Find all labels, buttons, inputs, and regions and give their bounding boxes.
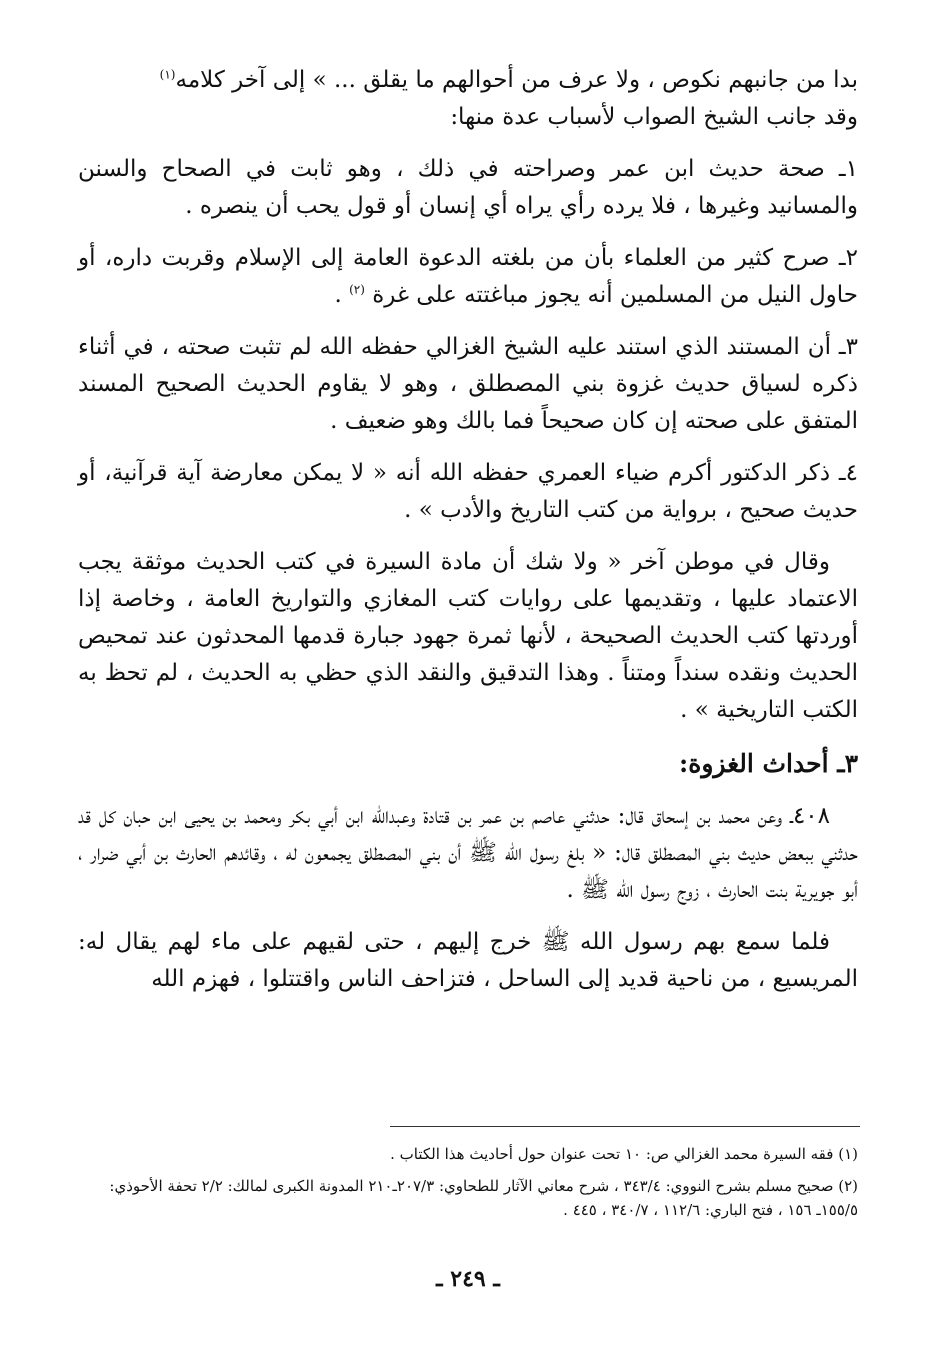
intro-text: بدا من جانبهم نكوص ، ولا عرف من أحوالهم ما يقلق ... » إلى آخر كلامه xyxy=(175,67,858,93)
paragraph-quote xyxy=(78,544,858,729)
paragraph-hadith-408 xyxy=(78,798,858,909)
footnote-2-text: صحيح مسلم بشرح النووي: ٣٤٣/٤ ، شرح معاني الآثار للطحاوي: ٢٠٧/٣ـ٢١٠ المدونة الكبرى لمالك: ٢/٢ تحفة الأحوذي: ١٥٥/٥ـ ١٥٦ ، فتح الباري: ١١٢/٦ ، ٣٤٠/٧ ، ٤٤٥ . xyxy=(109,1177,858,1219)
footnote-1-text: فقه السيرة محمد الغزالي ص: ١٠ تحت عنوان حول أحاديث هذا الكتاب . xyxy=(390,1145,834,1163)
point-4-text: ٤ـ ذكر الدكتور أكرم ضياء العمري حفظه الله أنه « لا يمكن معارضة آية قرآنية، أو حديث صحيح ، برواية من كتب التاريخ والأدب » . xyxy=(78,460,858,523)
paragraph-point-1 xyxy=(78,151,858,225)
footnote-2-marker: (٢) xyxy=(838,1177,858,1195)
battle-text: فلما سمع بهم رسول الله ﷺ خرج إليهم ، حتى لقيهم على ماء لهم يقال له: المريسيع ، من ناحية قديد إلى الساحل ، فتزاحف الناس واقتتلوا ، فهزم الله xyxy=(78,929,858,992)
page-number: ـ ٢٤٩ ـ xyxy=(436,1266,500,1292)
paragraph-point-2 xyxy=(78,240,858,314)
footnote-2 xyxy=(78,1174,858,1222)
paragraph-point-3 xyxy=(78,329,858,440)
paragraph-battle xyxy=(78,924,858,998)
section-heading: ٣ـ أحداث الغزوة: xyxy=(679,749,858,778)
point-3-text: ٣ـ أن المستند الذي استند عليه الشيخ الغزالي حفظه الله لم تثبت صحته ، في أثناء ذكره لسياق حديث غزوة بني المصطلق ، وهو لا يقاوم الحديث الصحيح المسند المتفق على صحته إن كان صحيحاً فما بالك وهو ضعيف . xyxy=(78,334,858,434)
footnote-separator xyxy=(390,1126,860,1127)
footnote-1 xyxy=(78,1142,858,1166)
hadith-408-text: ٤٠٨ـ وعن محمد بن إسحاق قال: حدثني عاصم بن عمر بن قتادة وعبدالله ابن أبي بكر ومحمد بن يحيى ابن حبان كل قد حدثني ببعض حديث بني المصطلق قال: « بلغ رسول الله ﷺ أن بني المصطلق يجمعون له ، وقائدهم الحارث بن أبي ضرار ، أبو جويرية بنت الحارث ، زوج رسول الله ﷺ . xyxy=(78,803,858,903)
footnote-ref-1: (١) xyxy=(159,67,176,82)
point-1-text: ١ـ صحة حديث ابن عمر وصراحته في ذلك ، وهو ثابت في الصحاح والسنن والمسانيد وغيرها ، فلا يرده رأي يراه أي إنسان أو قول يحب أن ينصره . xyxy=(78,156,858,219)
main-text xyxy=(78,62,858,1013)
footnotes xyxy=(78,1142,858,1230)
footnote-1-marker: (١) xyxy=(838,1145,858,1163)
paragraph-intro xyxy=(78,62,858,136)
point-2-text: ٢ـ صرح كثير من العلماء بأن من بلغته الدعوة العامة إلى الإسلام وقربت داره، أو حاول النيل من المسلمين أنه يجوز مباغتته على غرة xyxy=(78,245,858,308)
intro-continuation: وقد جانب الشيخ الصواب لأسباب عدة منها: xyxy=(450,104,858,130)
paragraph-point-4 xyxy=(78,455,858,529)
point-2-end: . xyxy=(334,282,342,308)
footnote-ref-2: (٢) xyxy=(349,282,365,297)
quote-text: وقال في موطن آخر « ولا شك أن مادة السيرة في كتب الحديث موثقة يجب الاعتماد عليها ، وتقديمها على روايات كتب المغازي والتواريخ العامة ، وخاصة إذا أوردتها كتب الحديث الصحيحة ، لأنها ثمرة جهود جبارة قدمها المحدثون عند تمحيص الحديث ونقده سنداً ومتناً . وهذا التدقيق والنقد الذي حظي به الحديث ، لم تحظ به الكتب التاريخية » . xyxy=(78,549,858,723)
